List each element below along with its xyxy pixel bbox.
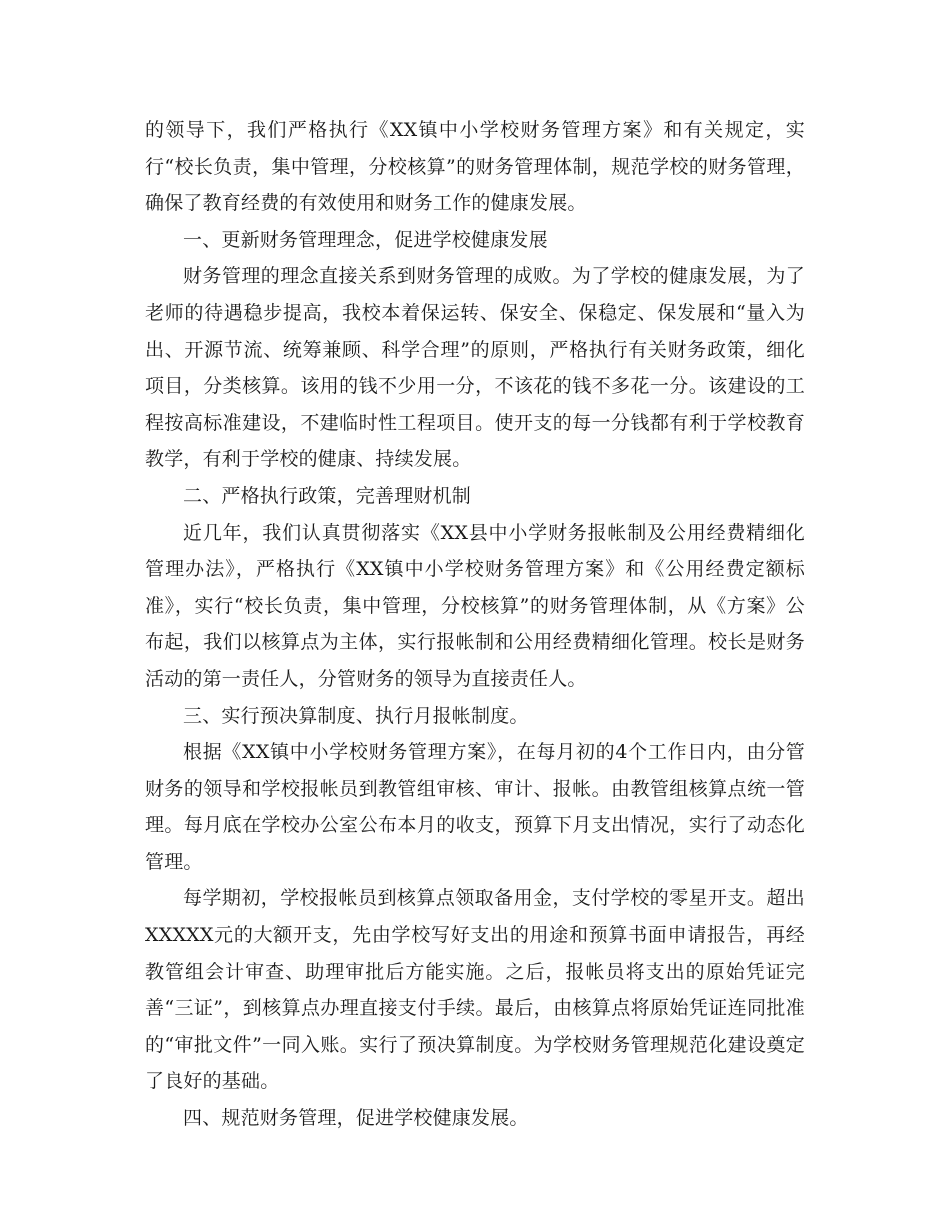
body-paragraph: 财务管理的理念直接关系到财务管理的成败。为了学校的健康发展，为了老师的待遇稳步提高，我校本着保运转、保安全、保稳定、保发展和“量入为出、开源节流、统筹兼顾、科学合理”的原则，严格执行有关财务政策，细化项目，分类核算。该用的钱不少用一分，不该花的钱不多花一分。该建设的工程按高标准建设，不建临时性工程项目。使开支的每一分钱都有利于学校教育教学，有利于学校的健康、持续发展。 bbox=[145, 265, 805, 471]
body-paragraph-continuation: 的领导下，我们严格执行《XX镇中小学校财务管理方案》和有关规定，实行“校长负责，集中管理，分校核算”的财务管理体制，规范学校的财务管理，确保了教育经费的有效使用和财务工作的健康发展。 bbox=[145, 119, 805, 215]
section-heading-4: 四、规范财务管理，促进学校健康发展。 bbox=[183, 1107, 529, 1130]
section-heading-2: 二、严格执行政策，完善理财机制 bbox=[183, 484, 472, 507]
document-body bbox=[145, 112, 805, 1137]
body-paragraph: 每学期初，学校报帐员到核算点领取备用金，支付学校的零星开支。超出XXXXX元的大额开支，先由学校写好支出的用途和预算书面申请报告，再经教管组会计审查、助理审批后方能实施。之后，报帐员将支出的原始凭证完善“三证”，到核算点办理直接支付手续。最后，由核算点将原始凭证连同批准的“审批文件”一同入账。实行了预决算制度。为学校财务管理规范化建设奠定了良好的基础。 bbox=[145, 887, 805, 1093]
section-heading-3: 三、实行预决算制度、执行月报帐制度。 bbox=[183, 704, 529, 727]
body-paragraph: 近几年，我们认真贯彻落实《XX县中小学财务报帐制及公用经费精细化管理办法》，严格执行《XX镇中小学校财务管理方案》和《公用经费定额标准》，实行“校长负责，集中管理，分校核算”的财务管理体制，从《方案》公布起，我们以核算点为主体，实行报帐制和公用经费精细化管理。校长是财务活动的第一责任人，分管财务的领导为直接责任人。 bbox=[145, 521, 805, 690]
section-heading-1: 一、更新财务管理理念，促进学校健康发展 bbox=[183, 228, 548, 251]
body-paragraph: 根据《XX镇中小学校财务管理方案》，在每月初的4个工作日内，由分管财务的领导和学校报帐员到教管组审核、审计、报帐。由教管组核算点统一管理。每月底在学校办公室公布本月的收支，预算下月支出情况，实行了动态化管理。 bbox=[145, 741, 805, 873]
